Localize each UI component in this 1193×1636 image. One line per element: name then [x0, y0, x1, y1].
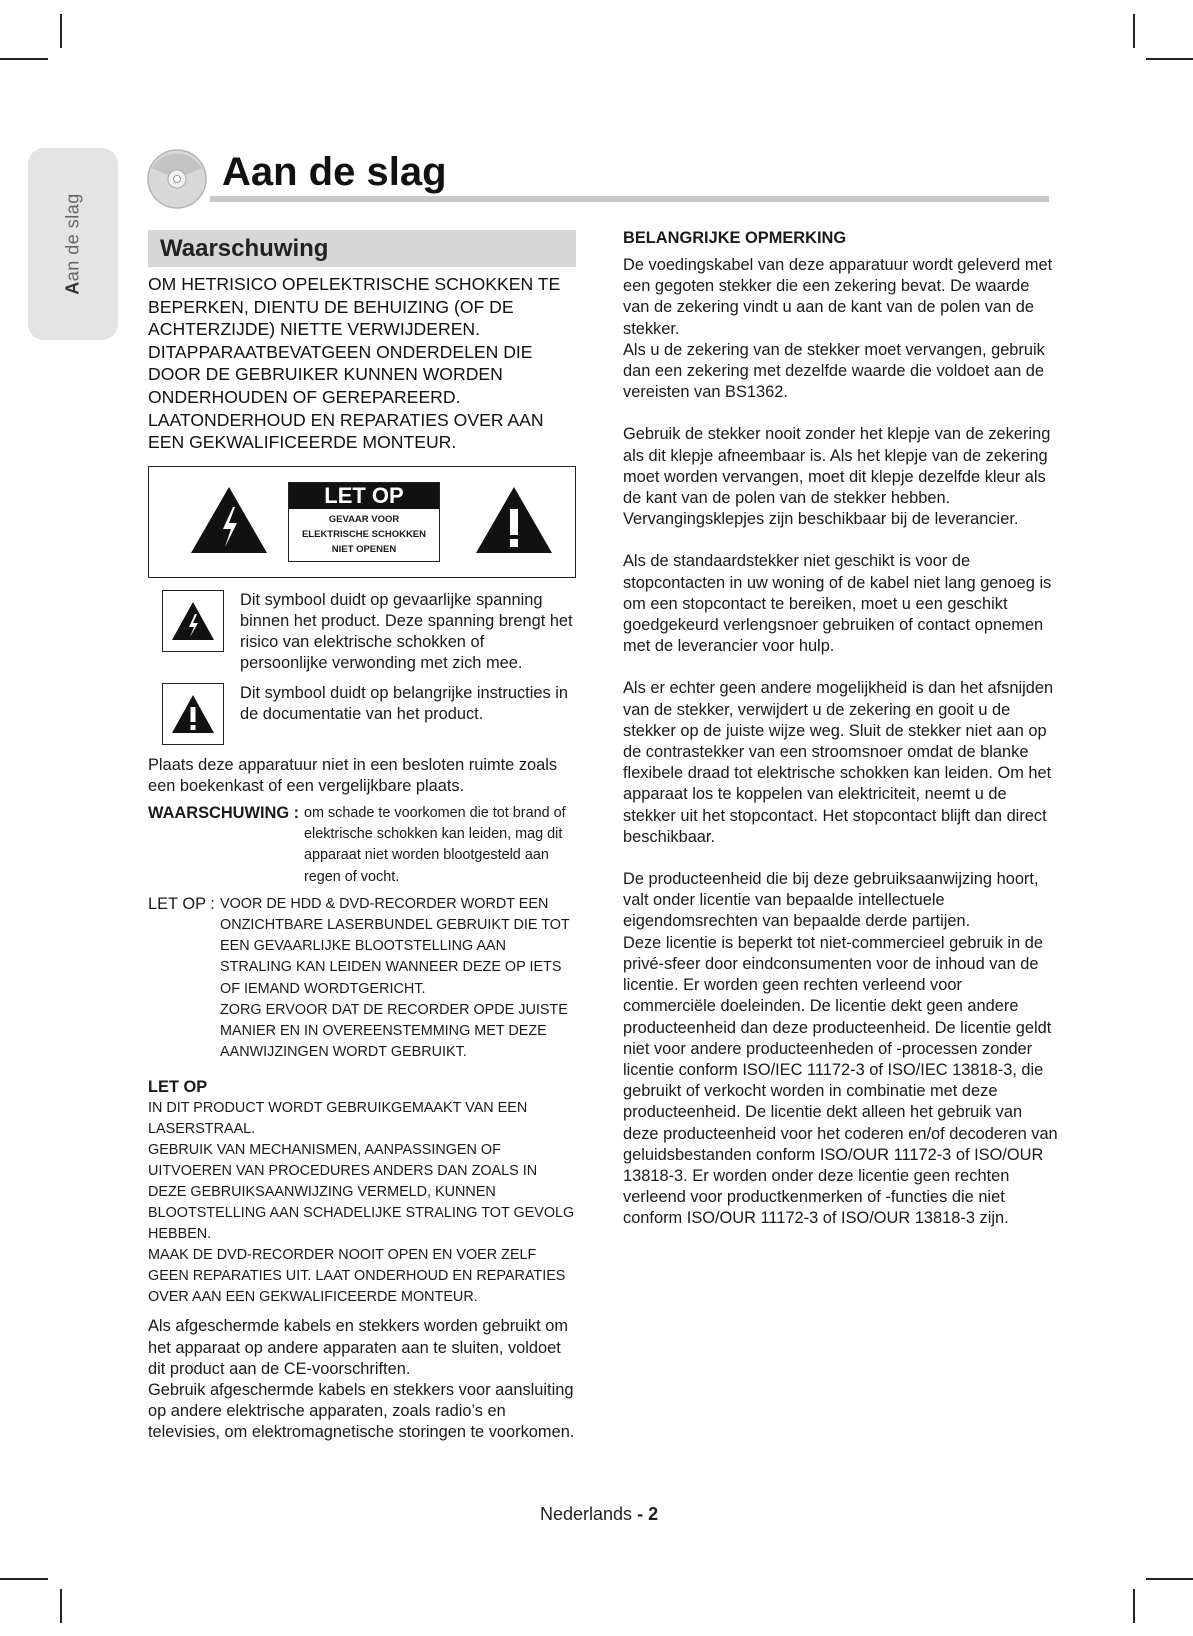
- let-op-label: [288, 482, 440, 562]
- symbol-explanation: [148, 590, 576, 675]
- side-tab: [28, 148, 118, 340]
- let-op-label-line: ELEKTRISCHE SCHOKKEN: [301, 528, 427, 540]
- ce-text: Als afgeschermde kabels en stekkers worden gebruikt om het apparaat op andere apparaten aan te sluiten, voldoet dit product aan de CE-voorschriften.: [148, 1317, 568, 1378]
- symbol-box: [162, 590, 224, 652]
- placement-text: Plaats deze apparatuur niet in een besloten ruimte zoals een boekenkast of een vergelijkbare plaats.: [148, 755, 558, 795]
- footer-language: Nederlands: [540, 1504, 633, 1524]
- ce-text: Gebruik afgeschermde kabels en stekkers voor aansluiting op andere elektrische apparaten, zoals radio’s en televisies, om elektromagnetische storingen te voorkomen.: [148, 1381, 575, 1442]
- footer-separator: -: [632, 1504, 649, 1524]
- waarschuwing-label: WAARSCHUWING :: [148, 803, 300, 822]
- page-title: Aan de slag: [222, 150, 447, 194]
- disc-icon: [146, 148, 208, 210]
- crop-mark: [60, 1589, 62, 1623]
- crop-mark: [1146, 58, 1193, 60]
- crop-mark: [0, 1578, 48, 1580]
- paragraph: De voedingskabel van deze apparatuur wordt geleverd met een gegoten stekker die een zekering bevat. De waarde van de zekering vindt u aan de kant van de polen van de stekker.: [623, 256, 1053, 338]
- paragraph: Als er echter geen andere mogelijkheid is dan het afsnijden van de stekker, verwijdert u de zekering en gooit u de stekker op de juiste wijze weg. Sluit de stekker niet aan op de contrastekker van een stroomsnoer omdat de blanke flexibele draad tot elektrische schokken kan leiden. Om het apparaat los te koppelen van elektriciteit, neemt u de stekker uit het stopcontact. Het stopcontact blijft dan direct beschikbaar.: [623, 679, 1054, 846]
- let-op-label-line: GEVAAR VOOR: [328, 513, 400, 525]
- exclamation-warning-icon: [171, 694, 215, 734]
- letop-caps-text: GEBRUIK VAN MECHANISMEN, AANPASSINGEN OF UITVOEREN VAN PROCEDURES ANDERS DAN ZOALS IN DEZE GEBRUIKSAANWIJZING VERMELD, KUNNEN BLOOTSTELLING AAN SCHADELIJKE STRALING TOT GEVOLG HEBBEN.: [148, 1142, 575, 1243]
- lightning-warning-icon: [171, 601, 215, 641]
- left-column: [148, 230, 576, 1444]
- caution-label-box: [148, 466, 576, 578]
- letop-label: LET OP :: [148, 894, 215, 913]
- paragraph: Als de standaardstekker niet geschikt is voor de stopcontacten in uw woning of de kabel niet lang genoeg is om een stopcontact te bereiken, moet u een geschikt goedgekeurd verlengsnoer gebruiken of contact opnemen met de leverancier voor hulp.: [623, 552, 1052, 656]
- paragraph: Als u de zekering van de stekker moet vervangen, gebruik dan een zekering met dezelfde waarde die voldoet aan de vereisten van BS1362.: [623, 340, 1045, 402]
- exclamation-warning-icon: [474, 485, 554, 555]
- paragraph: Gebruik de stekker nooit zonder het klepje van de zekering als dit klepje afneembaar is. Als het klepje van de zekering moet worden vervangen, moet dit klepje dezelfde kleur als de kant van de polen van de stekker hebben. Vervangingsklepjes zijn beschikbaar bij de leverancier.: [623, 425, 1051, 529]
- page-footer: [540, 1504, 658, 1525]
- letop-note: [148, 894, 576, 1064]
- letop-heading: LET OP: [148, 1078, 208, 1097]
- letop-caps-text: MAAK DE DVD-RECORDER NOOIT OPEN EN VOER ZELF GEEN REPARATIES UIT. LAAT ONDERHOUD EN REPARATIES OVER AAN EEN GEKWALIFICEERDE MONTEUR.: [148, 1247, 566, 1306]
- let-op-label-head: LET OP: [289, 483, 439, 509]
- section-heading: Waarschuwing: [148, 230, 576, 267]
- crop-mark: [1133, 14, 1135, 48]
- crop-mark: [1133, 1589, 1135, 1623]
- crop-mark: [60, 14, 62, 48]
- letop-text: ZORG ERVOOR DAT DE RECORDER OPDE JUISTE MANIER EN IN OVEREENSTEMMING MET DEZE AANWIJZINGEN WORDT GEBRUIKT.: [220, 1001, 568, 1061]
- crop-mark: [0, 58, 48, 60]
- waarschuwing-note: [148, 803, 576, 888]
- let-op-label-line: NIET OPENEN: [331, 543, 397, 555]
- crop-mark: [1146, 1578, 1193, 1580]
- waarschuwing-text: om schade te voorkomen die tot brand of elektrische schokken kan leiden, mag dit apparaat niet worden blootgesteld aan regen of vocht.: [304, 804, 566, 885]
- right-column: [623, 228, 1058, 1230]
- warning-caps-text: OM HETRISICO OPELEKTRISCHE SCHOKKEN TE BEPERKEN, DIENTU DE BEHUIZING (OF DE ACHTERZIJDE) NIETTE VERWIJDEREN. DITAPPARAATBEVATGEEN ONDERDELEN DIE DOOR DE GEBRUIKER KUNNEN WORDEN ONDERHOUDEN OF GEREPAREERD. LAATONDERHOUD EN REPARATIES OVER AAN EEN GEKWALIFICEERDE MONTEUR.: [148, 274, 561, 453]
- letop-caps-text: IN DIT PRODUCT WORDT GEBRUIKGEMAAKT VAN EEN LASERSTRAAL.: [148, 1100, 528, 1138]
- letop-text: VOOR DE HDD & DVD-RECORDER WORDT EEN ONZICHTBARE LASERBUNDEL GEBRUIKT DIE TOT EEN GEVAARLIJKE BLOOTSTELLING AAN STRALING KAN LEIDEN WANNEER DEZE OP IETS OF IEMAND WORDTGERICHT.: [220, 895, 570, 997]
- paragraph: De producteenheid die bij deze gebruiksaanwijzing hoort, valt onder licentie van bepaalde intellectuele eigendomsrechten van bepaalde derde partijen.: [623, 870, 1039, 931]
- symbol-description: Dit symbool duidt op gevaarlijke spanning binnen het product. Deze spanning brengt het risico van elektrische schokken of persoonlijke verwonding met zich mee.: [240, 590, 573, 673]
- symbol-description: Dit symbool duidt op belangrijke instructies in de documentatie van het product.: [240, 683, 568, 723]
- page-number: 2: [648, 1504, 659, 1524]
- symbol-box: [162, 683, 224, 745]
- symbol-explanation: [148, 683, 576, 745]
- paragraph: Deze licentie is beperkt tot niet-commercieel gebruik in de privé-sfeer door eindconsumenten voor de inhoud van de licentie. Er worden geen rechten verleend voor commerciële doeleinden. De licentie dekt geen andere producteenheid dan deze producteenheid. De licentie geldt niet voor andere producteenheden of -processen zonder licentie conform ISO/IEC 11172-3 of ISO/IEC 13818-3, die gebruikt of verkocht worden in combinatie met deze producteenheid. De licentie dekt alleen het gebruik van deze producteenheid voor het coderen en/of decoderen van geluidsbestanden conform ISO/OUR 11172-3 of ISO/OUR 13818-3. Er worden onder deze licentie geen rechten verleend voor productkenmerken of -functies die niet conform ISO/OUR 11172-3 of ISO/OUR 13818-3 zijn.: [623, 933, 1058, 1228]
- title-rule: [210, 196, 1049, 202]
- lightning-warning-icon: [189, 485, 269, 555]
- side-tab-label: Aan de slag: [62, 193, 83, 295]
- important-note-heading: BELANGRIJKE OPMERKING: [623, 229, 847, 247]
